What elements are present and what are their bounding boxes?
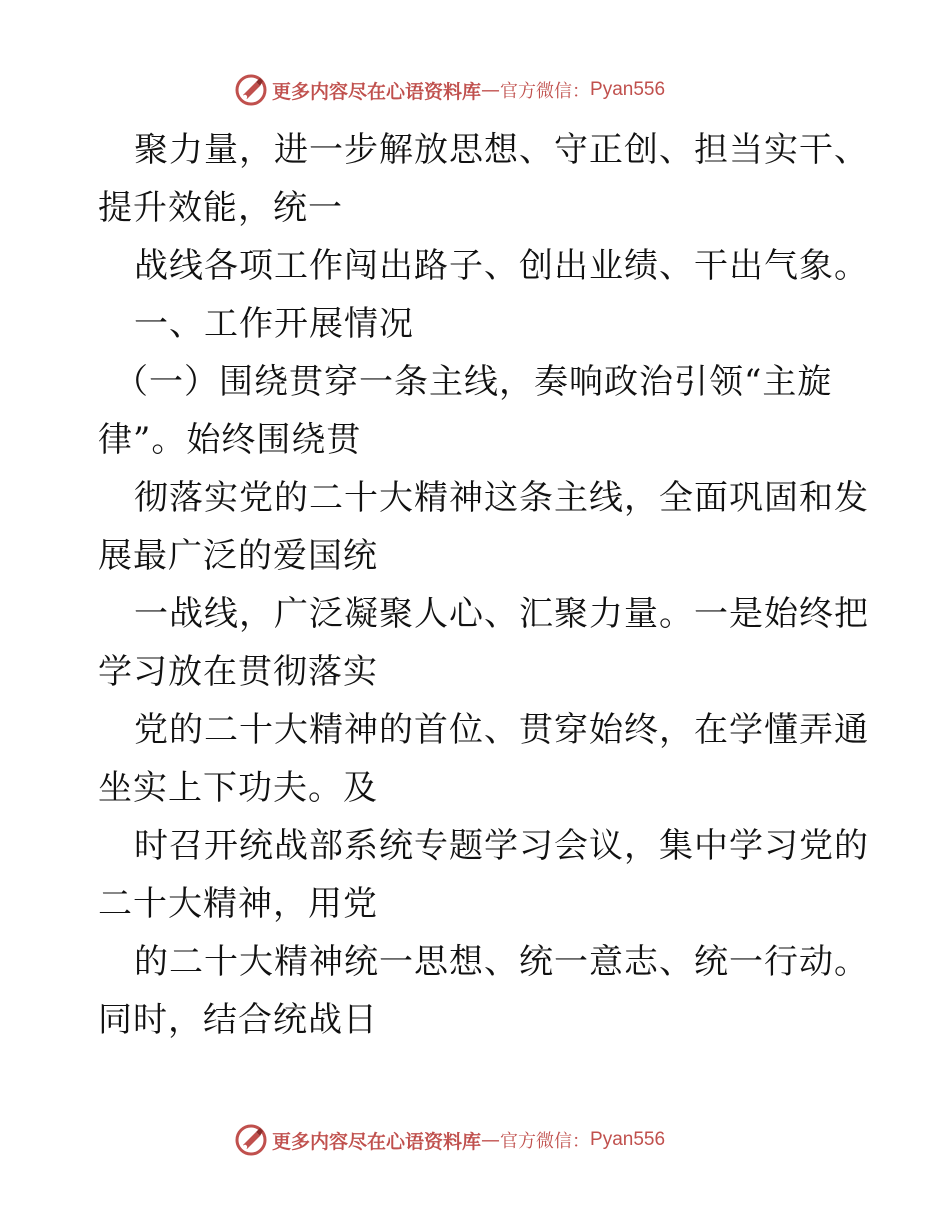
body-line: 律”。始终围绕贯 [98, 420, 362, 460]
body-line: 彻落实党的二十大精神这条主线，全面巩固和发 [134, 478, 869, 518]
brand-logo-icon [234, 73, 268, 107]
body-line: 展最广泛的爱国统 [98, 536, 378, 576]
header-watermark [234, 72, 665, 108]
section-heading: 一、工作开展情况 [134, 304, 414, 344]
body-line: 二十大精神，用党 [98, 884, 378, 924]
body-line: 的二十大精神统一思想、统一意志、统一行动。 [134, 942, 869, 982]
body-line: 提升效能，统一 [98, 188, 343, 228]
body-line: 同时，结合统战日 [98, 1000, 378, 1040]
watermark-wechat-id: Pyan556 [590, 1129, 666, 1150]
watermark-wechat-label: 官方微信： [500, 1131, 591, 1152]
body-line: 学习放在贯彻落实 [98, 652, 378, 692]
body-line: 一战线，广泛凝聚人心、汇聚力量。一是始终把 [134, 594, 869, 634]
body-line: 时召开统战部系统专题学习会议，集中学习党的 [134, 826, 869, 866]
brand-logo-icon [234, 1123, 268, 1157]
subsection-heading: （一）围绕贯穿一条主线，奏响政治引领“主旋 [114, 362, 833, 402]
watermark-wechat-id: Pyan556 [590, 79, 666, 100]
body-line: 战线各项工作闯出路子、创出业绩、干出气象。 [134, 246, 869, 286]
body-line: 党的二十大精神的首位、贯穿始终，在学懂弄通 [134, 710, 869, 750]
watermark-brand-text: 更多内容尽在心语资料库 [272, 80, 482, 103]
watermark-dash: — [481, 1129, 501, 1151]
footer-watermark [234, 1122, 665, 1158]
body-line: 坐实上下功夫。及 [98, 768, 378, 808]
watermark-wechat-label: 官方微信： [500, 81, 591, 102]
watermark-brand-text: 更多内容尽在心语资料库 [272, 1130, 482, 1153]
body-line: 聚力量，进一步解放思想、守正创、担当实干、 [134, 130, 869, 170]
watermark-dash: — [481, 79, 501, 101]
